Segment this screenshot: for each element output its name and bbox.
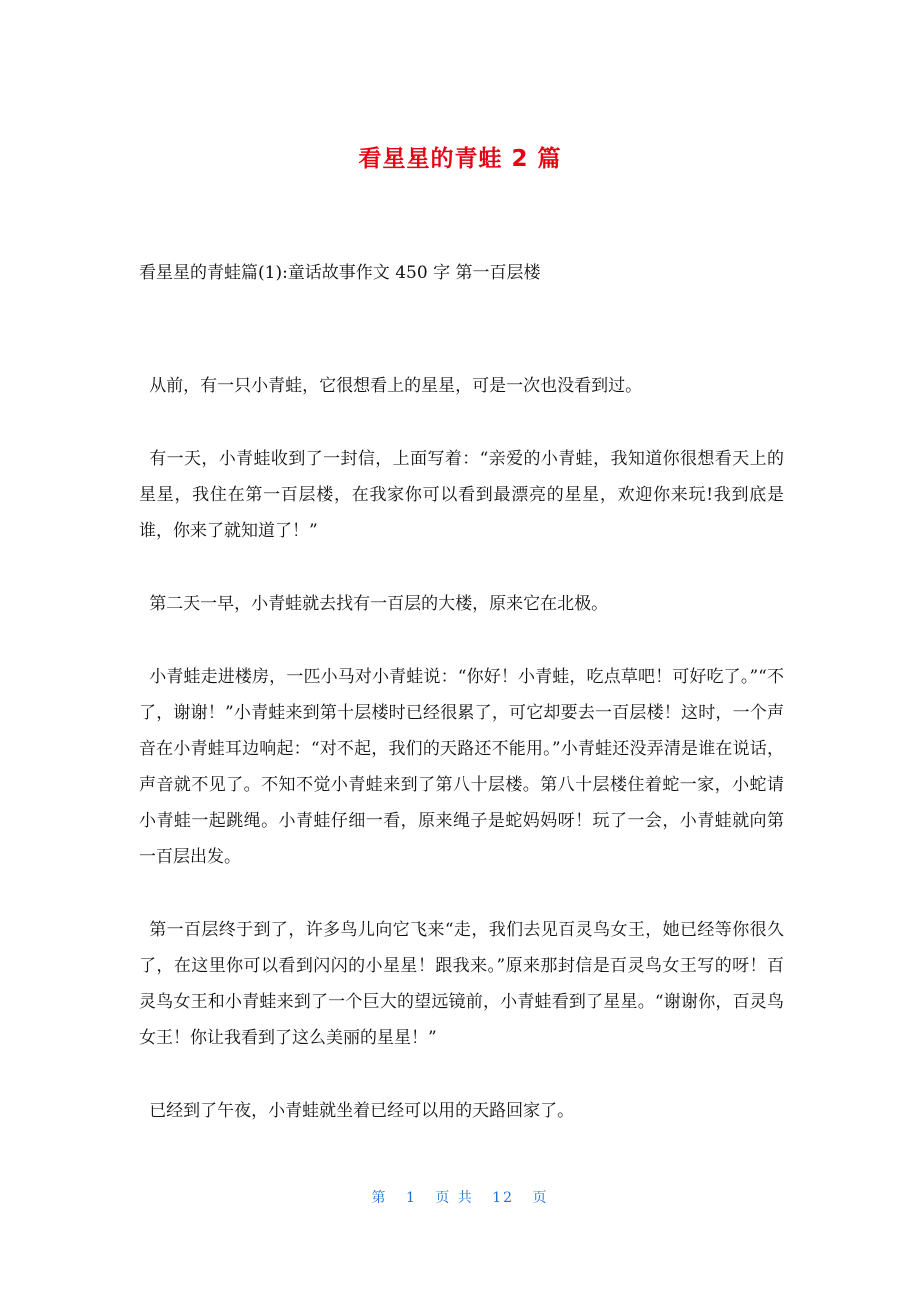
paragraph: 已经到了午夜，小青蛙就坐着已经可以用的天路回家了。	[149, 1101, 575, 1121]
page-label-mid: 页 共	[435, 1190, 474, 1206]
paragraph: 有一天，小青蛙收到了一封信，上面写着：“亲爱的小青蛙，我知道你很想看天上的星星，我住在第一百层楼，在我家你可以看到最漂亮的星星，欢迎你来玩!我到底是谁，你来了就知道了！”	[139, 449, 784, 541]
paragraph: 小青蛙走进楼房，一匹小马对小青蛙说：“你好！小青蛙，吃点草吧！可好吃了。”“不了，谢谢！”小青蛙来到第十层楼时已经很累了，可它却要去一百层楼！这时，一个声音在小青蛙耳边响起：“对不起，我们的天路还不能用。”小青蛙还没弄清是谁在说话，声音就不见了。不知不觉小青蛙来到了第八十层楼。第八十层楼住着蛇一家，小蛇请小青蛙一起跳绳。小青蛙仔细一看，原来绳子是蛇妈妈呀！玩了一会，小青蛙就向第一百层出发。	[139, 667, 784, 867]
page-label-prefix: 第	[371, 1190, 388, 1206]
paragraph: 第二天一早，小青蛙就去找有一百层的大楼，原来它在北极。	[149, 594, 609, 614]
current-page-number: 1	[405, 1190, 417, 1206]
paragraph: 从前，有一只小青蛙，它很想看上的星星，可是一次也没看到过。	[149, 376, 643, 396]
page-label-suffix: 页	[532, 1190, 549, 1206]
paragraph: 第一百层终于到了，许多鸟儿向它飞来“走，我们去见百灵鸟女王，她已经等你很久了，在这里你可以看到闪闪的小星星！跟我来。”原来那封信是百灵鸟女王写的呀！百灵鸟女王和小青蛙来到了一个巨大的望远镜前，小青蛙看到了星星。“谢谢你，百灵鸟女王！你让我看到了这么美丽的星星！”	[139, 920, 784, 1048]
document-subtitle: 看星星的青蛙篇(1):童话故事作文 450 字 第一百层楼	[139, 263, 541, 283]
document-title: 看星星的青蛙 2 篇	[358, 146, 562, 172]
total-pages-number: 12	[492, 1190, 515, 1206]
page-footer	[0, 1187, 920, 1207]
document-body	[139, 368, 784, 1166]
